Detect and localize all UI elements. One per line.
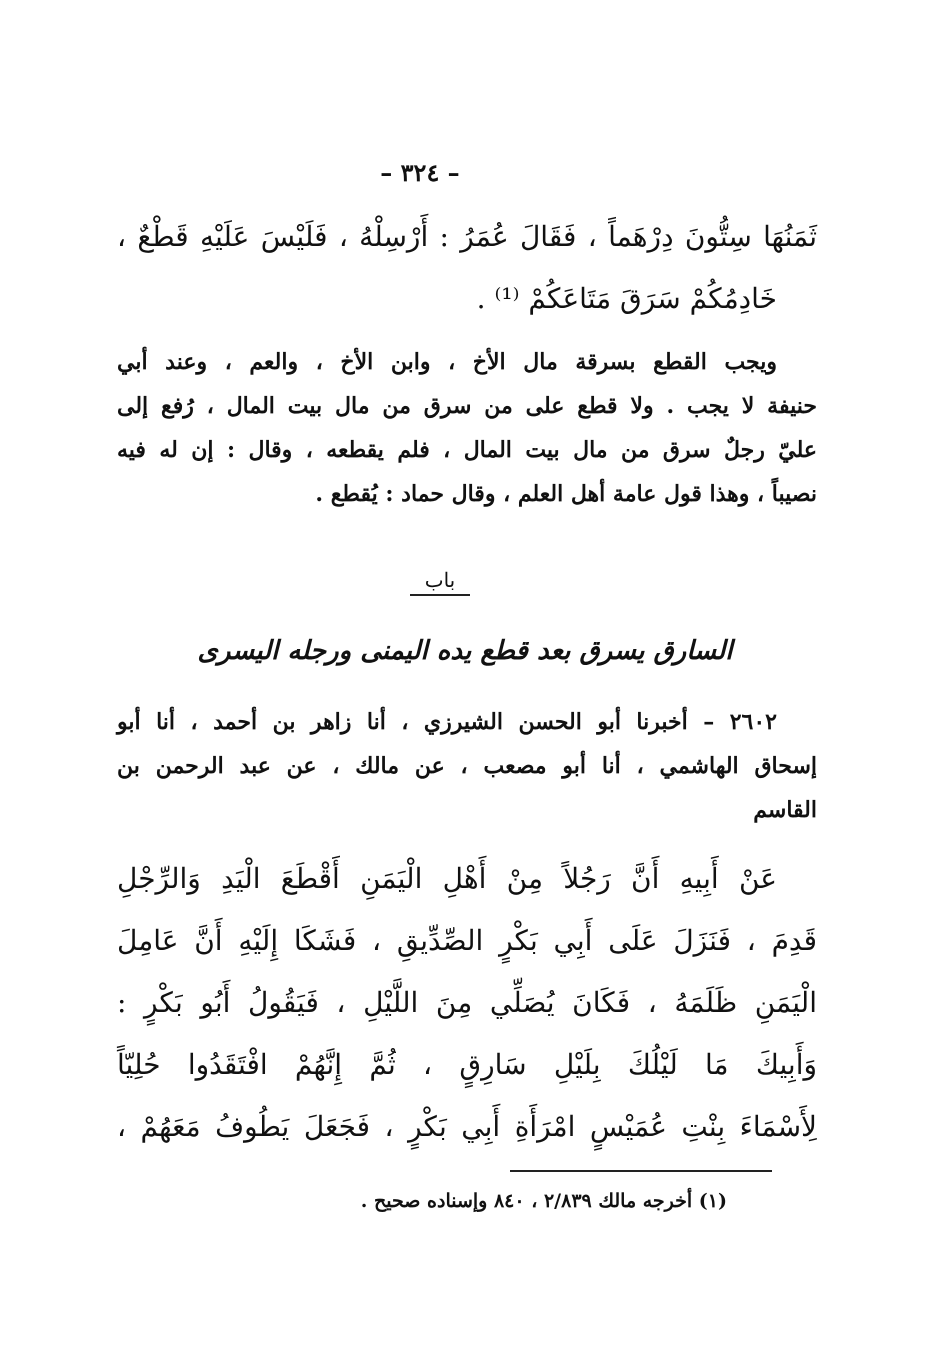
section-title: السارق يسرق بعد قطع يده اليمنى ورجله اليسرى [197,636,733,666]
text-line: لِأَسْمَاءَ بِنْتِ عُمَيْسٍ امْرَأَةِ أَبِي بَكْرٍ ، فَجَعَلَ يَطُوفُ مَعَهُمْ ، [117,1110,817,1143]
section-label [400,568,480,596]
page-number: – ٣٢٤ – [380,158,460,187]
text-line: عليّ رجلٌ سرق من مال بيت المال ، فلم يقطعه ، وقال : إن له فيه [117,437,818,463]
hadith-isnad [117,700,817,832]
hadith-text [117,848,817,1158]
text-line: ويجب القطع بسرقة مال الأخ ، وابن الأخ ، والعم ، وعند أبي [117,349,777,375]
text-line: إسحاق الهاشمي ، أنا أبو مصعب ، عن مالك ، عن عبد الرحمن بن [117,753,817,779]
section-label-underline [410,594,470,596]
text-line: نصيباً ، وهذا قول عامة أهل العلم ، وقال حماد : يُقطع . [315,481,817,507]
footnote: (١) أخرجه مالك ٢/٨٣٩ ، ٨٤٠ وإسناده صحيح . [360,1190,727,1212]
text-line: القاسم [753,797,817,823]
opening-text [117,206,817,330]
text-line: وَأَبِيكَ مَا لَيْلُكَ بِلَيْلِ سَارِقٍ ، ثُمَّ إِنَّهُمْ افْتَقَدُوا حُلِيّاً [117,1048,817,1081]
commentary-paragraph [117,340,817,516]
text-line: الْيَمَنِ ظَلَمَهُ ، فَكَانَ يُصَلِّي مِنَ اللَّيْلِ ، فَيَقُولُ أَبُو بَكْرٍ : [117,986,817,1019]
text-line: ٢٦٠٢ – أخبرنا أبو الحسن الشيرزي ، أنا زاهر بن أحمد ، أنا أبو [117,709,777,735]
text-line: خَادِمُكُمْ سَرَقَ مَتَاعَكُمْ ⁽¹⁾ . [476,282,777,315]
section-label-text: باب [424,568,456,592]
text-line: ثَمَنُهَا سِتُّونَ دِرْهَماً ، فَقَالَ عُمَرُ : أَرْسِلْهُ ، فَلَيْسَ عَلَيْهِ قَطْعٌ ، [117,220,817,253]
footnote-divider [510,1170,772,1172]
text-line: عَنْ أَبِيهِ أَنَّ رَجُلاً مِنْ أَهْلِ الْيَمَنِ أَقْطَعَ الْيَدِ وَالرِّجْلِ [117,862,777,895]
text-line: حنيفة لا يجب . ولا قطع على من سرق من مال بيت المال ، رُفع إلى [117,393,817,419]
text-line: قَدِمَ ، فَنَزَلَ عَلَى أَبِي بَكْرٍ الصِّدِّيقِ ، فَشَكَا إِلَيْهِ أَنَّ عَامِلَ [117,924,817,957]
